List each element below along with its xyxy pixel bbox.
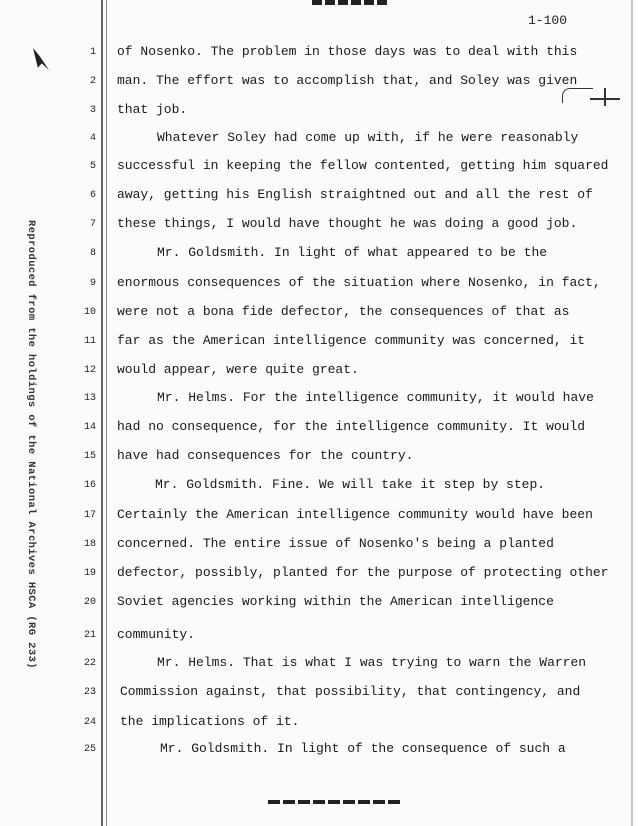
line-text: had no consequence, for the intelligence community. It would [117,419,586,434]
line-text: community. [117,627,196,642]
transcript-line [0,419,638,439]
line-number: 13 [83,393,96,404]
line-text: Mr. Goldsmith. In light of the consequence of such a [160,741,566,756]
page-number: 1-100 [528,13,568,28]
transcript-line [0,741,638,761]
line-number: 18 [83,539,96,550]
line-text: Whatever Soley had come up with, if he were reasonably [157,130,579,145]
line-text: far as the American intelligence community was concerned, it [117,333,586,348]
line-text: were not a bona fide defector, the consequences of that as [117,304,570,319]
line-number: 11 [83,336,96,347]
line-text: concerned. The entire issue of Nosenko's being a planted [117,536,554,551]
line-text: have had consequences for the country. [117,448,414,463]
line-text: of Nosenko. The problem in those days was to deal with this [117,44,578,59]
redaction-bar-bottom [268,800,402,804]
line-number: 12 [83,365,96,376]
line-text: man. The effort was to accomplish that, and Soley was given [117,73,578,88]
transcript-line [0,73,638,93]
line-number: 8 [89,248,96,259]
transcript-line [0,275,638,295]
transcript-line [0,565,638,585]
transcript-line [0,216,638,236]
archive-stamp: Reproduced from the holdings of the National Archives HSCA (RG 233) [25,220,37,669]
line-text: Commission against, that possibility, that contingency, and [120,684,581,699]
line-text: successful in keeping the fellow contented, getting him squared [117,158,609,173]
line-number: 5 [89,161,96,172]
line-number: 25 [83,744,96,755]
transcript-line [0,187,638,207]
transcript-line [0,44,638,64]
line-number: 20 [83,597,96,608]
line-number: 21 [83,630,96,641]
transcript-line [0,102,638,122]
line-number: 24 [83,717,96,728]
line-number: 15 [83,451,96,462]
line-number: 14 [83,422,96,433]
line-number: 10 [83,307,96,318]
transcript-line [0,594,638,614]
transcript-line [0,158,638,178]
line-text: Certainly the American intelligence community would have been [117,507,593,522]
line-text: Mr. Helms. That is what I was trying to warn the Warren [157,655,587,670]
transcript-line [0,333,638,353]
line-number: 9 [89,278,96,289]
line-number: 1 [89,47,96,58]
transcript-line [0,245,638,265]
transcript-line [0,304,638,324]
transcript-line [0,655,638,675]
transcript-line [0,390,638,410]
line-number: 23 [83,687,96,698]
transcript-line [0,627,638,647]
line-text: these things, I would have thought he was doing a good job. [117,216,578,231]
line-number: 19 [83,568,96,579]
transcript-line [0,477,638,497]
line-text: the implications of it. [120,714,300,729]
line-text: Mr. Goldsmith. Fine. We will take it step by step. [155,477,546,492]
line-number: 17 [83,510,96,521]
line-number: 22 [83,658,96,669]
line-text: would appear, were quite great. [117,362,359,377]
line-number: 16 [83,480,96,491]
line-number: 6 [89,190,96,201]
transcript-line [0,448,638,468]
line-number: 2 [89,76,96,87]
transcript-line [0,536,638,556]
transcript-line [0,130,638,150]
line-number: 4 [89,133,96,144]
line-text: Mr. Goldsmith. In light of what appeared to be the [157,245,548,260]
line-text: away, getting his English straightned out and all the rest of [117,187,593,202]
line-text: Soviet agencies working within the American intelligence [117,594,554,609]
line-text: Mr. Helms. For the intelligence community, it would have [157,390,594,405]
line-number: 3 [89,105,96,116]
line-text: that job. [117,102,188,117]
transcript-line [0,684,638,704]
line-number: 7 [89,219,96,230]
transcript-line [0,507,638,527]
transcript-line [0,714,638,734]
line-text: defector, possibly, planted for the purpose of protecting other [117,565,609,580]
line-text: enormous consequences of the situation where Nosenko, in fact, [117,275,601,290]
transcript-line [0,362,638,382]
redaction-bar-top [312,0,390,5]
